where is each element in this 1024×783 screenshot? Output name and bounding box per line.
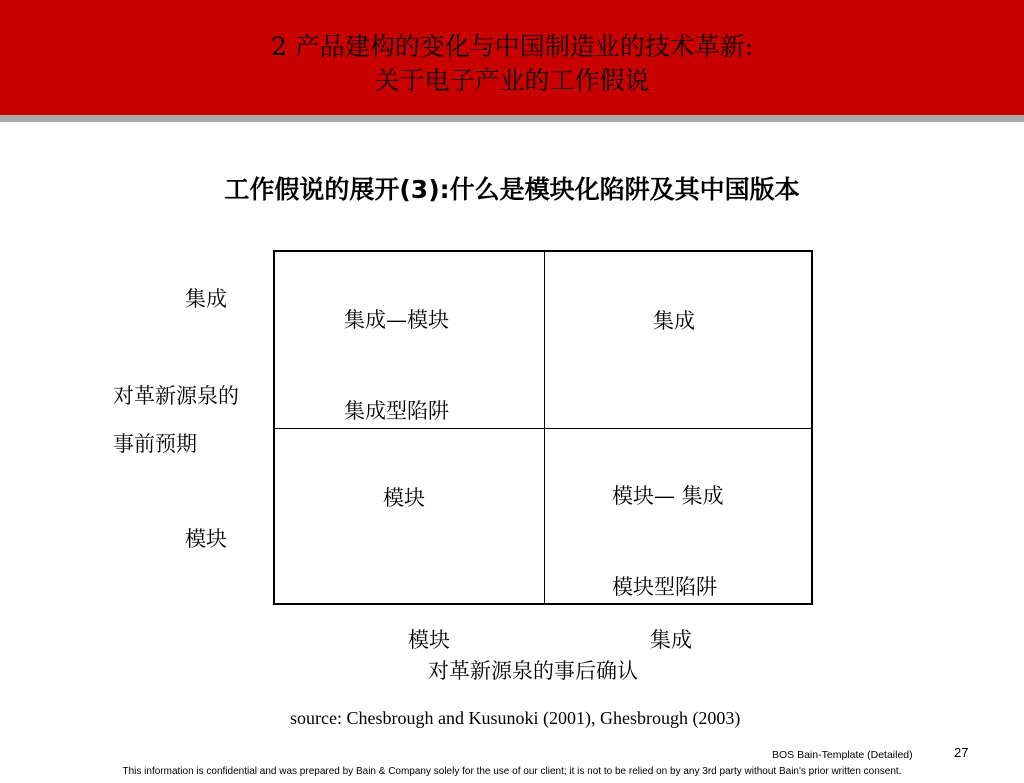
x-axis-left-label: 模块 xyxy=(408,628,450,652)
cell-top-left-note: 集成型陷阱 xyxy=(344,399,449,423)
slide-title xyxy=(0,30,1024,98)
cell-bottom-left-title: 模块 xyxy=(383,486,425,510)
y-axis-top-label: 集成 xyxy=(185,287,227,311)
x-axis-right-label: 集成 xyxy=(650,628,692,652)
slide-subtitle: 工作假说的展开(3):什么是模块化陷阱及其中国版本 xyxy=(224,175,800,204)
cell-bottom-right-note: 模块型陷阱 xyxy=(612,575,717,599)
cell-top-left-title: 集成—模块 xyxy=(344,308,449,332)
y-axis-bottom-label: 模块 xyxy=(185,527,227,551)
slide-title-line-1: 2 产品建构的变化与中国制造业的技术革新: xyxy=(270,32,754,61)
confidentiality-disclaimer: This information is confidential and was prepared by Bain & Company solely for the use of our client; it is not to be relied on by any 3rd party without Bain's prior written consent. xyxy=(122,766,902,777)
footer-template-tag: BOS Bain-Template (Detailed) xyxy=(772,749,913,761)
page-number: 27 xyxy=(954,745,969,760)
cell-top-right-title: 集成 xyxy=(653,309,695,333)
y-axis-label-line-2: 事前预期 xyxy=(113,432,197,456)
source-citation: source: Chesbrough and Kusunoki (2001), Ghesbrough (2003) xyxy=(290,708,741,728)
slide-title-line-2: 关于电子产业的工作假说 xyxy=(374,66,650,95)
x-axis-label: 对革新源泉的事后确认 xyxy=(428,659,638,683)
matrix-horizontal-divider xyxy=(275,428,811,429)
y-axis-label-line-1: 对革新源泉的 xyxy=(113,384,239,408)
cell-bottom-right-title: 模块— 集成 xyxy=(612,484,724,508)
header-rule xyxy=(0,115,1024,122)
